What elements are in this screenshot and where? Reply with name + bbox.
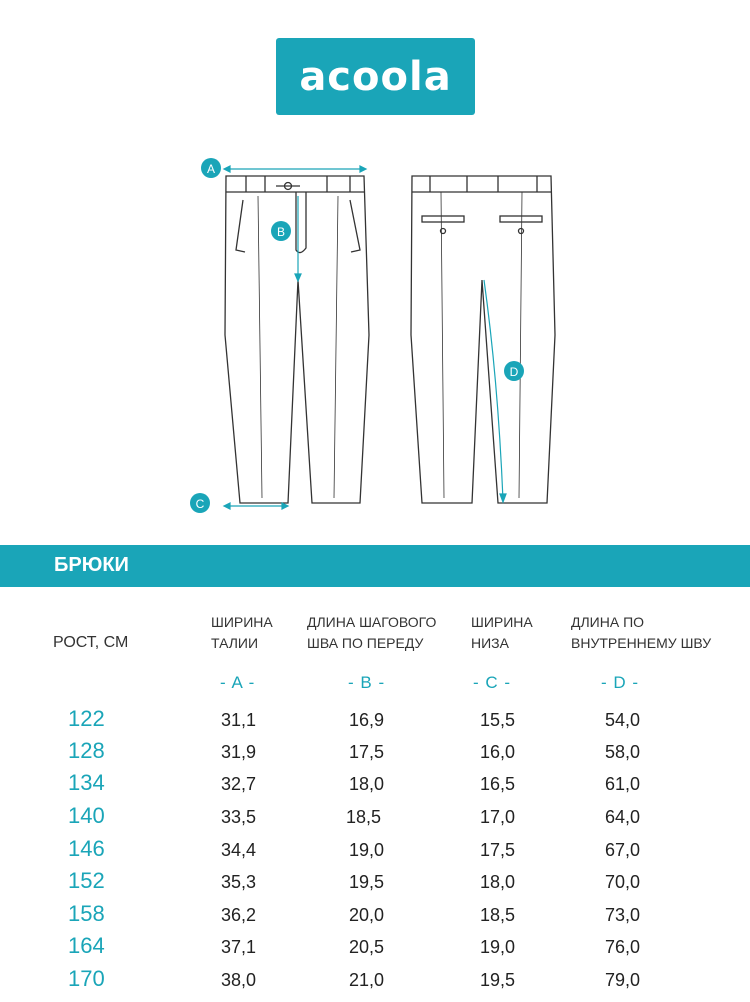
- column-letter-a: - A -: [220, 673, 256, 692]
- column-header-a-line1: ШИРИНА: [211, 614, 273, 630]
- row-height: 158: [68, 901, 105, 926]
- table-row: [0, 868, 750, 904]
- cell-b: 17,5: [349, 742, 385, 762]
- cell-c: 17,0: [480, 807, 516, 827]
- column-header-a-line2: ТАЛИИ: [211, 635, 259, 651]
- cell-d: 58,0: [605, 742, 641, 762]
- brand-logo-text: acoola: [299, 53, 452, 100]
- marker-b-label: B: [276, 225, 286, 239]
- trousers-diagram: [0, 150, 750, 530]
- cell-b: 19,5: [349, 872, 385, 892]
- cell-b: 20,0: [349, 905, 385, 925]
- table-row: [0, 836, 750, 872]
- front-trousers-outline: [225, 176, 369, 503]
- cell-a: 38,0: [221, 970, 257, 990]
- cell-d: 61,0: [605, 774, 641, 794]
- table-row: [0, 706, 750, 742]
- cell-a: 31,1: [221, 710, 257, 730]
- cell-c: 16,0: [480, 742, 516, 762]
- cell-b: 18,5: [346, 807, 382, 827]
- cell-c: 15,5: [480, 710, 516, 730]
- marker-b: [271, 221, 291, 241]
- marker-c: [190, 493, 210, 513]
- cell-b: 16,9: [349, 710, 385, 730]
- row-height: 128: [68, 738, 105, 763]
- marker-a-label: A: [206, 162, 216, 176]
- cell-b: 21,0: [349, 970, 385, 990]
- row-height: 146: [68, 836, 105, 861]
- cell-d: 76,0: [605, 937, 641, 957]
- column-header-b: [307, 612, 436, 654]
- column-header-b-line2: ШВА ПО ПЕРЕДУ: [307, 635, 424, 651]
- cell-d: 64,0: [605, 807, 641, 827]
- column-header-c-line1: ШИРИНА: [471, 614, 533, 630]
- table-row: [0, 738, 750, 774]
- column-header-b-line1: ДЛИНА ШАГОВОГО: [307, 614, 437, 630]
- row-height: 134: [68, 770, 105, 795]
- marker-a: [201, 158, 221, 178]
- cell-a: 31,9: [221, 742, 257, 762]
- cell-a: 32,7: [221, 774, 257, 794]
- cell-d: 73,0: [605, 905, 641, 925]
- cell-d: 67,0: [605, 840, 641, 860]
- brand-logo: [276, 38, 475, 115]
- column-header-d-line1: ДЛИНА ПО: [571, 614, 645, 630]
- row-height: 140: [68, 803, 105, 828]
- row-height: 164: [68, 933, 105, 958]
- column-letter-b: - B -: [348, 673, 386, 692]
- cell-b: 20,5: [349, 937, 385, 957]
- table-row: [0, 770, 750, 806]
- row-height: 122: [68, 706, 105, 731]
- marker-c-label: C: [195, 497, 205, 511]
- row-height: 170: [68, 966, 105, 991]
- column-header-d: [571, 612, 711, 654]
- cell-d: 54,0: [605, 710, 641, 730]
- cell-a: 36,2: [221, 905, 257, 925]
- column-header-c-line2: НИЗА: [471, 635, 509, 651]
- cell-c: 16,5: [480, 774, 516, 794]
- table-row: [0, 933, 750, 969]
- marker-d: [504, 361, 524, 381]
- section-banner: [0, 545, 750, 587]
- table-row: [0, 901, 750, 937]
- cell-c: 17,5: [480, 840, 516, 860]
- cell-d: 79,0: [605, 970, 641, 990]
- back-trousers-outline: [411, 176, 555, 503]
- cell-b: 18,0: [349, 774, 385, 794]
- cell-c: 19,0: [480, 937, 516, 957]
- marker-d-label: D: [509, 365, 519, 379]
- cell-c: 18,0: [480, 872, 516, 892]
- cell-c: 18,5: [480, 905, 516, 925]
- table-row: [0, 966, 750, 1002]
- table-row: [0, 803, 750, 839]
- column-header-c: [471, 612, 533, 654]
- column-header-a: [211, 612, 273, 654]
- cell-a: 33,5: [221, 807, 257, 827]
- section-title: БРЮКИ: [54, 554, 129, 576]
- column-letter-c: - C -: [473, 673, 512, 692]
- row-height: 152: [68, 868, 105, 893]
- cell-d: 70,0: [605, 872, 641, 892]
- cell-a: 34,4: [221, 840, 257, 860]
- cell-b: 19,0: [349, 840, 385, 860]
- column-letter-d: - D -: [601, 673, 640, 692]
- column-header-d-line2: ВНУТРЕННЕМУ ШВУ: [571, 635, 712, 651]
- cell-a: 35,3: [221, 872, 257, 892]
- row-header-height: РОСТ, СМ: [53, 634, 129, 651]
- cell-a: 37,1: [221, 937, 257, 957]
- cell-c: 19,5: [480, 970, 516, 990]
